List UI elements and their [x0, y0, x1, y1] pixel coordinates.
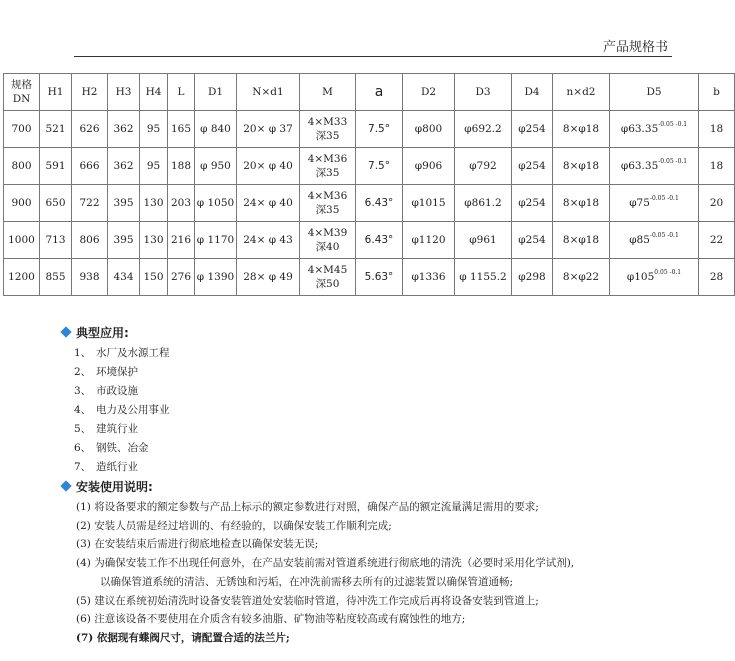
cell-nd1: 24× φ 43: [237, 222, 300, 259]
cell-d1: φ 1170: [195, 222, 237, 259]
spec-table: [3, 73, 735, 296]
cell-d1: φ 1050: [195, 185, 237, 222]
list-item: [74, 382, 170, 401]
cell-d4: φ254: [512, 111, 553, 148]
col-header-m: M: [300, 74, 356, 111]
cell-l: 203: [168, 185, 195, 222]
col-header-dn: 规格DN: [4, 74, 40, 111]
cell-d2: φ1120: [403, 222, 455, 259]
cell-h1: 591: [40, 148, 72, 185]
cell-nd2: 8×φ18: [553, 111, 610, 148]
cell-h3: 395: [108, 222, 140, 259]
col-header-d4: D4: [512, 74, 553, 111]
installation-notes: [76, 498, 696, 648]
cell-dn: 1200: [4, 259, 40, 296]
cell-d5: [610, 148, 699, 185]
cell-d3: φ961: [455, 222, 512, 259]
table-row: [4, 148, 735, 185]
cell-nd1: 20× φ 40: [237, 148, 300, 185]
cell-d2: φ906: [403, 148, 455, 185]
cell-d4: φ254: [512, 222, 553, 259]
note-item: (4) 为确保安装工作不出现任何意外，在产品安装前需对管道系统进行彻底地的清洗（必要时采用化学试剂),: [76, 557, 575, 570]
cell-m: 4×M36 深35: [300, 185, 356, 222]
d5-value: φ75: [629, 197, 650, 209]
cell-a: 5.63°: [356, 259, 403, 296]
cell-d5: [610, 185, 699, 222]
table-row: [4, 185, 735, 222]
item-number: 2、: [74, 366, 92, 378]
col-header-d3: D3: [455, 74, 512, 111]
cell-a: 6.43°: [356, 185, 403, 222]
list-item: [74, 420, 170, 439]
cell-b: 18: [699, 148, 735, 185]
cell-m: 4×M45 深50: [300, 259, 356, 296]
cell-nd2: 8×φ22: [553, 259, 610, 296]
item-text: 造纸行业: [96, 461, 138, 473]
col-header-d5: D5: [610, 74, 699, 111]
cell-b: 28: [699, 259, 735, 296]
d5-tolerance: -0.05 -0.1: [658, 121, 688, 128]
cell-a: 7.5°: [356, 111, 403, 148]
col-header-a: a: [356, 74, 403, 111]
d5-value: φ63.35: [620, 160, 659, 172]
list-item: [74, 458, 170, 477]
cell-m: 4×M33 深35: [300, 111, 356, 148]
cell-b: 22: [699, 222, 735, 259]
table-row: [4, 259, 735, 296]
applications-title: 典型应用:: [76, 326, 129, 340]
col-header-nd1: N×d1: [237, 74, 300, 111]
cell-nd2: 8×φ18: [553, 222, 610, 259]
note-item-continuation: 以确保管道系统的清洁、无锈蚀和污垢，在冲洗前需移去所有的过滤装置以确保管道通畅;: [100, 575, 514, 588]
note-item: (2) 安装人员需是经过培训的、有经验的，以确保安装工作顺利完成;: [76, 519, 392, 532]
cell-dn: 900: [4, 185, 40, 222]
d5-value: φ63.35: [620, 123, 659, 135]
col-header-nd2: n×d2: [553, 74, 610, 111]
list-item: [74, 344, 170, 363]
document-title: 产品规格书: [602, 40, 668, 55]
cell-h2: 722: [72, 185, 108, 222]
note-item: (5) 建议在系统初始清洗时设备安装管道处安装临时管道，待冲洗工作完成后再将设备安装到管道上;: [76, 594, 539, 607]
cell-h1: 713: [40, 222, 72, 259]
note-item: (6) 注意该设备不要使用在介质含有较多油脂、矿物油等粘度较高或有腐蚀性的地方;: [76, 613, 466, 626]
cell-a: 7.5°: [356, 148, 403, 185]
list-item: [74, 401, 170, 420]
cell-d5: [610, 111, 699, 148]
applications-section: [62, 324, 170, 477]
note-item: (1) 将设备要求的额定参数与产品上标示的额定参数进行对照，确保产品的额定流量满足需用的要求;: [76, 501, 539, 513]
cell-h3: 362: [108, 111, 140, 148]
installation-heading: [62, 478, 696, 496]
cell-d5: [610, 259, 699, 296]
cell-d4: φ298: [512, 259, 553, 296]
cell-m: 4×M39 深40: [300, 222, 356, 259]
d5-value: φ85: [629, 234, 650, 246]
cell-nd1: 20× φ 37: [237, 111, 300, 148]
cell-h4: 95: [140, 111, 168, 148]
cell-d1: φ 1390: [195, 259, 237, 296]
cell-b: 20: [699, 185, 735, 222]
cell-h2: 666: [72, 148, 108, 185]
item-text: 电力及公用事业: [96, 404, 170, 416]
item-number: 6、: [74, 442, 92, 454]
cell-d3: φ792: [455, 148, 512, 185]
cell-h2: 626: [72, 111, 108, 148]
cell-nd2: 8×φ18: [553, 185, 610, 222]
item-text: 建筑行业: [96, 423, 138, 435]
table-header-row: [4, 74, 735, 111]
cell-nd1: 28× φ 49: [237, 259, 300, 296]
cell-l: 165: [168, 111, 195, 148]
installation-title: 安装使用说明:: [76, 480, 153, 494]
col-header-l: L: [168, 74, 195, 111]
cell-a: 6.43°: [356, 222, 403, 259]
cell-l: 216: [168, 222, 195, 259]
cell-dn: 800: [4, 148, 40, 185]
item-text: 市政设施: [96, 385, 138, 397]
col-header-d2: D2: [403, 74, 455, 111]
d5-tolerance: -0.05 -0.1: [649, 195, 679, 202]
applications-list: [74, 344, 170, 477]
cell-l: 188: [168, 148, 195, 185]
col-header-h1: H1: [40, 74, 72, 111]
col-header-d1: D1: [195, 74, 237, 111]
cell-nd2: 8×φ18: [553, 148, 610, 185]
note-item: (3) 在安装结束后需进行彻底地检查以确保安装无误;: [76, 538, 319, 551]
d5-tolerance: -0.05 -0.1: [649, 232, 679, 239]
cell-m: 4×M36 深35: [300, 148, 356, 185]
cell-h4: 130: [140, 185, 168, 222]
applications-heading: [62, 324, 170, 342]
item-number: 3、: [74, 385, 92, 397]
cell-h3: 362: [108, 148, 140, 185]
list-item: [74, 363, 170, 382]
cell-d1: φ 950: [195, 148, 237, 185]
cell-d2: φ800: [403, 111, 455, 148]
col-header-b: b: [699, 74, 735, 111]
cell-dn: 1000: [4, 222, 40, 259]
cell-d4: φ254: [512, 185, 553, 222]
diamond-bullet-icon: [60, 326, 71, 337]
cell-h1: 855: [40, 259, 72, 296]
cell-b: 18: [699, 111, 735, 148]
cell-h4: 95: [140, 148, 168, 185]
logo-watermark: [78, 14, 258, 36]
diamond-bullet-icon: [60, 480, 71, 491]
cell-h3: 434: [108, 259, 140, 296]
cell-d3: φ 1155.2: [455, 259, 512, 296]
col-header-h4: H4: [140, 74, 168, 111]
item-text: 水厂及水源工程: [96, 347, 170, 359]
cell-h4: 130: [140, 222, 168, 259]
cell-nd1: 24× φ 40: [237, 185, 300, 222]
table-row: [4, 222, 735, 259]
d5-value: φ105: [626, 271, 655, 283]
cell-d2: φ1336: [403, 259, 455, 296]
cell-h1: 650: [40, 185, 72, 222]
cell-d4: φ254: [512, 148, 553, 185]
installation-section: [62, 478, 696, 648]
cell-d3: φ861.2: [455, 185, 512, 222]
d5-tolerance: 0.05 -0.1: [654, 269, 682, 276]
cell-d5: [610, 222, 699, 259]
item-number: 4、: [74, 404, 92, 416]
cell-d3: φ692.2: [455, 111, 512, 148]
cell-h3: 395: [108, 185, 140, 222]
item-text: 钢铁、冶金: [96, 442, 149, 454]
cell-h1: 521: [40, 111, 72, 148]
cell-h2: 806: [72, 222, 108, 259]
title-rule: [74, 56, 672, 57]
col-header-h2: H2: [72, 74, 108, 111]
item-text: 环境保护: [96, 366, 138, 378]
table-row: [4, 111, 735, 148]
item-number: 7、: [74, 461, 92, 473]
cell-l: 276: [168, 259, 195, 296]
note-item: (7) 依据现有蝶阀尺寸，请配置合适的法兰片;: [76, 631, 290, 644]
cell-d2: φ1015: [403, 185, 455, 222]
cell-dn: 700: [4, 111, 40, 148]
item-number: 5、: [74, 423, 92, 435]
cell-h2: 938: [72, 259, 108, 296]
list-item: [74, 439, 170, 458]
d5-tolerance: -0.05 -0.1: [658, 158, 688, 165]
col-header-h3: H3: [108, 74, 140, 111]
cell-h4: 150: [140, 259, 168, 296]
item-number: 1、: [74, 347, 92, 359]
cell-d1: φ 840: [195, 111, 237, 148]
